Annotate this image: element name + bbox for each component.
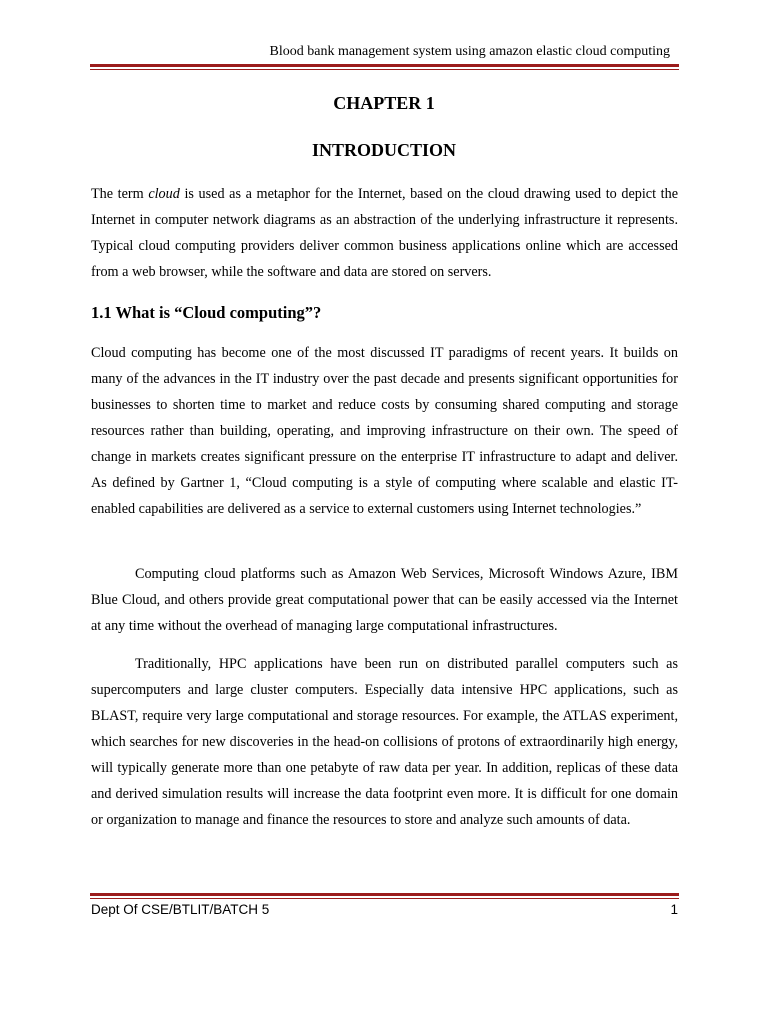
- section-paragraph-3: Traditionally, HPC applications have been run on distributed parallel computers such as supercomputers and large cluster computers. Especially data intensive HPC applications, such as BLAST, require very large computational and storage resources. For example, the ATLAS experiment, which searches for new discoveries in the head-on collisions of protons of extraordinarily high energy, will typically generate more than one petabyte of raw data per year. In addition, replicas of these data and derived simulation results will increase the data footprint even more. It is difficult for one domain or organization to manage and finance the resources to store and analyze such amounts of data.: [91, 656, 678, 828]
- intro-text-start: The term: [91, 186, 149, 202]
- footer-rule: [90, 893, 679, 899]
- intro-paragraph: [91, 181, 678, 285]
- section-paragraph-1: Cloud computing has become one of the most discussed IT paradigms of recent years. It builds on many of the advances in the IT industry over the past decade and presents significant opportunities for businesses to shorten time to market and reduce costs by consuming shared computing and storage resources rather than building, operating, and improving infrastructure on their own. The speed of change in markets creates significant pressure on the enterprise IT infrastructure to adapt and deliver. As defined by Gartner 1, “Cloud computing is a style of computing where scalable and elastic IT-enabled capabilities are delivered as a service to external customers using Internet technologies.”: [91, 345, 678, 517]
- section-heading: 1.1 What is “Cloud computing”?: [91, 303, 322, 322]
- footer-department: Dept Of CSE/BTLIT/BATCH 5: [91, 902, 270, 917]
- intro-text-rest: is used as a metaphor for the Internet, based on the cloud drawing used to depict the Internet in computer network diagrams as an abstraction of the underlying infrastructure it represents. Typical cloud computing providers deliver common business applications online which are accessed from a web browser, while the software and data are stored on servers.: [91, 186, 678, 280]
- chapter-label: CHAPTER 1: [333, 93, 435, 113]
- intro-emphasis: cloud: [148, 186, 180, 202]
- header-rule: [90, 64, 679, 70]
- running-header: Blood bank management system using amazon elastic cloud computing: [269, 44, 670, 59]
- chapter-title: INTRODUCTION: [311, 140, 457, 160]
- section-paragraph-2: Computing cloud platforms such as Amazon Web Services, Microsoft Windows Azure, IBM Blue Cloud, and others provide great computational power that can be easily accessed via the Internet at any time without the overhead of managing large computational infrastructures.: [91, 566, 678, 634]
- page-number: 1: [670, 902, 678, 917]
